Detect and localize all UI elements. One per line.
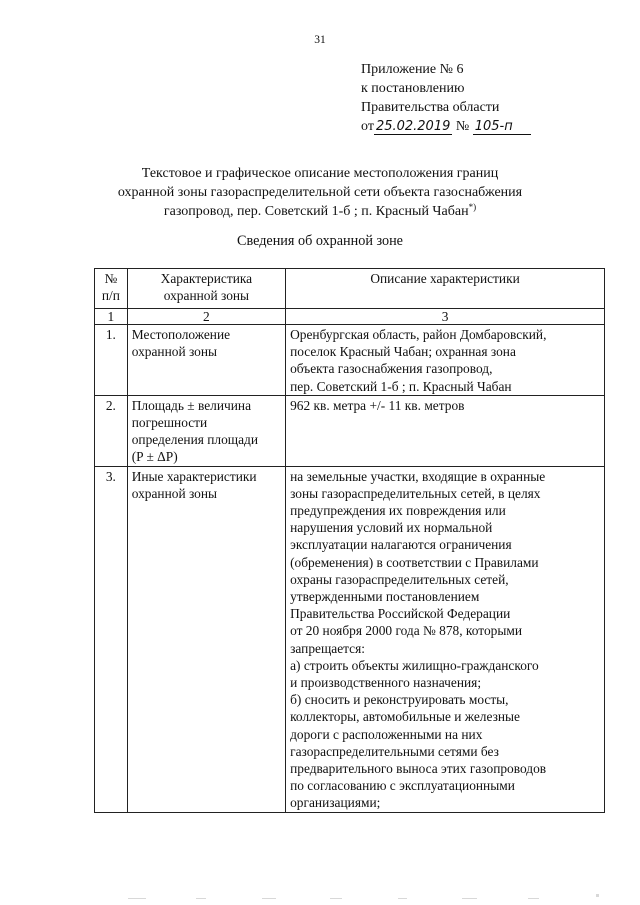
handwritten-number: 105-п xyxy=(473,119,531,135)
appendix-date-line xyxy=(361,117,621,136)
appendix-line-2: к постановлению xyxy=(361,81,465,96)
appendix-block xyxy=(361,60,621,136)
row-description: 962 кв. метра +/- 11 кв. метров xyxy=(286,395,605,466)
row-number: 2. xyxy=(95,395,128,466)
table-row xyxy=(95,325,605,396)
row-description: на земельные участки, входящие в охранные зоны газораспределительных сетей, в целях предупреждения их повреждения или нарушения условий их нормальной эксплуатации налагаются ограничения (обременения) в соответствии с Правилами охраны газораспределительных сетей, утвержденными постановлением Правительства Российской Федерации от 20 ноября 2000 года № 878, которыми запрещается: а) строить объекты жилищно-гражданского и производственного назначения; б) сносить и реконструировать мосты, коллекторы, автомобильные и железные дороги с расположенными на них газораспределительными сетями без предварительного выноса этих газопроводов по согласованию с эксплуатационными организациями; xyxy=(286,466,605,812)
header-characteristic: Характеристика охранной зоны xyxy=(127,269,285,309)
column-number-row xyxy=(95,309,605,325)
footnote-mark: *) xyxy=(468,202,477,212)
row-description: Оренбургская область, район Домбаровский, поселок Красный Чабан; охранная зона объекта газоснабжения газопровод, пер. Советский 1-б ; п. Красный Чабан xyxy=(286,325,605,396)
row-characteristic: Местоположение охранной зоны xyxy=(127,325,285,396)
header-description: Описание характеристики xyxy=(286,269,605,309)
row-number: 1. xyxy=(95,325,128,396)
appendix-line-3: Правительства области xyxy=(361,100,500,115)
scan-artifacts xyxy=(0,860,640,905)
row-characteristic: Иные характеристики охранной зоны xyxy=(127,466,285,812)
column-number-2: 2 xyxy=(127,309,285,325)
title-line-2: охранной зоны газораспределительной сети объекта газоснабжения xyxy=(117,185,523,200)
number-sign: № xyxy=(455,119,470,134)
title-line-3-text: газопровод, пер. Советский 1-б ; п. Красный Чабан xyxy=(163,204,469,219)
title-line-1: Текстовое и графическое описание местоположения границ xyxy=(141,166,499,181)
table-header-row xyxy=(95,269,605,309)
row-characteristic: Площадь ± величина погрешности определения площади (P ± ΔP) xyxy=(127,395,285,466)
column-number-3: 3 xyxy=(286,309,605,325)
handwritten-date: 25.02.2019 xyxy=(375,119,451,134)
table-row xyxy=(95,395,605,466)
appendix-line-1: Приложение № 6 xyxy=(361,62,464,77)
column-number-1: 1 xyxy=(95,309,128,325)
page-number: 31 xyxy=(314,34,326,46)
document-title xyxy=(100,164,540,221)
section-subtitle: Сведения об охранной зоне xyxy=(237,233,403,249)
row-number: 3. xyxy=(95,466,128,812)
title-line-3 xyxy=(100,202,540,221)
table-row xyxy=(95,466,605,812)
protected-zone-table xyxy=(94,268,605,813)
date-prefix: от xyxy=(361,119,374,134)
header-number: № п/п xyxy=(95,269,128,309)
